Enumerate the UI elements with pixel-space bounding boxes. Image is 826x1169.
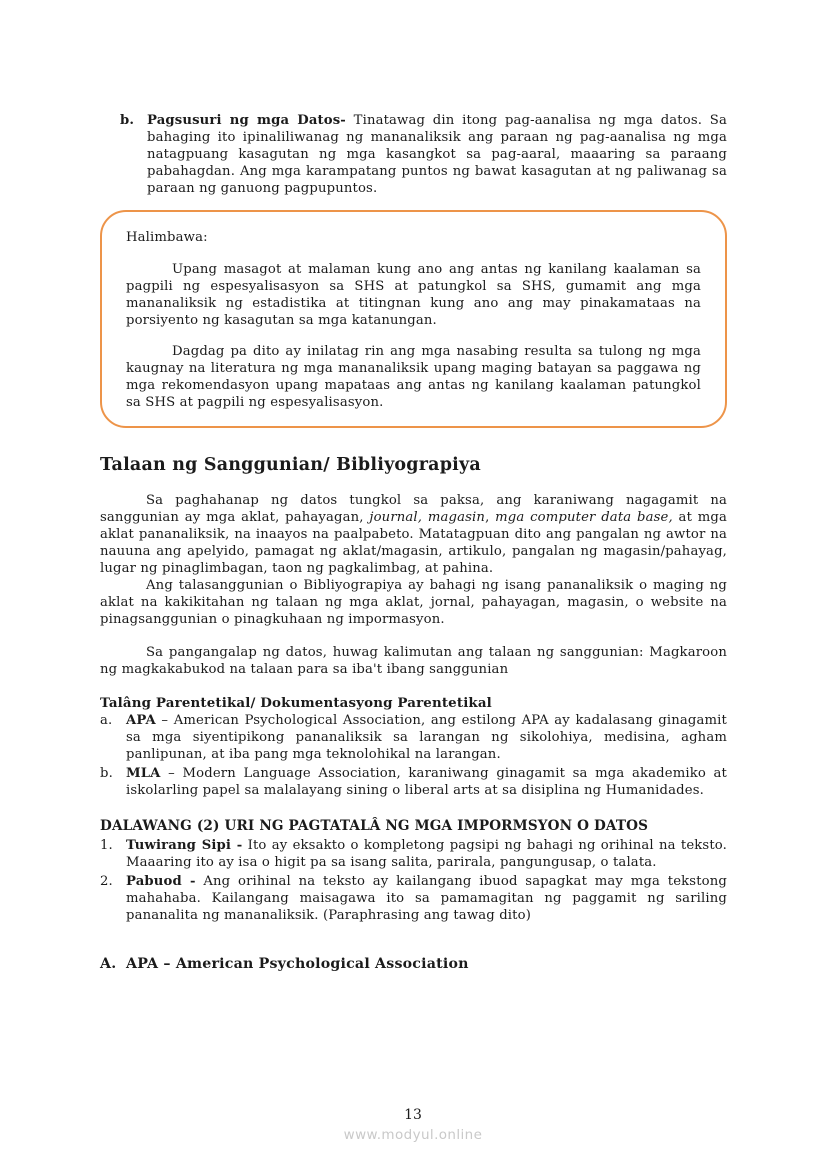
text-run: Sa paghahanap ng datos tungkol sa paksa, ang karaniwang nagagamit na sanggunian ay mga aklat, pahayagan, [100, 493, 727, 525]
section-b-text: Tinatawag din itong pag-aanalisa ng mga datos. Sa bahaging ito ipinaliliwanag ng mananaliksik ang paraan ng pag-aanalisa ng mga natagpuang kasagutan ng mga kasangkot sa pag-aaral, maaaring sa paraang pabahagdan. Ang mga karampatang puntos ng bawat kasagutan at ng paliwanag sa paraan ng ganuong pagpupuntos. [147, 113, 728, 196]
example-box [100, 210, 727, 428]
list-marker-2: 2. [100, 874, 113, 889]
text-mla: – Modern Language Association, karaniwang ginagamit sa mga akademiko at iskolarling papel sa malalayang sining o liberal arts at sa disiplina ng Humanidades. [126, 766, 727, 798]
page-footer [0, 1107, 826, 1143]
list-item-tuwirang-sipi [100, 837, 727, 871]
italic-run-database: mga computer data base, [495, 510, 673, 525]
footer-url: www.modyul.online [343, 1127, 483, 1143]
text-apa: – American Psychological Association, ang estilong APA ay kadalasang ginagamit sa mga siyentipikong pananaliksik sa larangan ng sikolohiya, medisina, agham panlipunan, at iba pang mga teknolohikal na larangan. [126, 713, 727, 762]
heading-apa-text: APA – American Psychological Association [126, 956, 469, 972]
text-tuwirang-sipi: Ito ay eksakto o kompletong pagsipi ng bahagi ng orihinal na teksto. Maaaring ito ay isa o higit pa sa isang salita, parirala, pangungusap, o talata. [126, 838, 728, 870]
list-marker-b: b. [120, 113, 135, 128]
types-list [100, 837, 727, 924]
heading-apa-marker: A. [100, 956, 117, 972]
bibliography-paragraph-1 [100, 492, 727, 577]
text-pabuod: Ang orihinal na teksto ay kailangang ibuod sapagkat may mga tekstong mahahaba. Kailangang maisagawa ito sa pamamagitan ng paggamit ng sariling pananalita ng mananaliksik. (Paraphrasing ang tawag dito) [126, 874, 727, 923]
list-marker-a: a. [100, 713, 113, 728]
page-number: 13 [404, 1107, 422, 1123]
heading-apa-section [100, 955, 727, 973]
italic-run-journal: journal, magasin [369, 510, 486, 525]
list-marker-1: 1. [100, 838, 113, 853]
example-paragraph-2: Dagdag pa dito ay inilatag rin ang mga nasabing resulta sa tulong ng mga kaugnay na literatura ng mga mananaliksik upang maging batayan sa paggawa ng mga rekomendasyon upang mapataas ang antas ng kanilang kaalaman patungkol sa SHS at pagpili ng espesyalisasyon. [126, 344, 701, 410]
heading-parenthetical: Talâng Parentetikal/ Dokumentasyong Parentetikal [100, 695, 492, 711]
bibliography-paragraph-3: Sa pangangalap ng datos, huwag kalimutan ang talaan ng sanggunian: Magkaroon ng magkakabukod na talaan para sa iba't ibang sanggunian [100, 645, 727, 677]
list-item-mla [100, 765, 727, 799]
section-b-title: Pagsusuri ng mga Datos- [147, 113, 346, 128]
list-item-pabuod [100, 873, 727, 924]
term-pabuod: Pabuod - [126, 874, 196, 889]
heading-bibliography: Talaan ng Sanggunian/ Bibliyograpiya [100, 455, 481, 475]
list-item-apa [100, 712, 727, 763]
heading-types: DALAWANG (2) URI NG PAGTATALÂ NG MGA IMPORMSYON O DATOS [100, 818, 649, 834]
term-apa: APA [126, 713, 156, 728]
example-paragraph-1: Upang masagot at malaman kung ano ang antas ng kanilang kaalaman sa pagpili ng espesyalisasyon sa SHS at patungkol sa SHS, gumamit ang mga mananaliksik ng estadistika at titingnan kung ano ang may pinakamataas na porsiyento ng kasagutan sa mga katanungan. [126, 262, 701, 328]
list-marker-b2: b. [100, 766, 113, 781]
term-tuwirang-sipi: Tuwirang Sipi - [126, 838, 243, 853]
text-run: at mga aklat pananaliksik, na inaayos na paalpabeto. Matatagpuan dito ang pangalan ng awtor na nauuna ang apelyido, pamagat ng aklat/magasin, artikulo, pangalan ng magasin/pahayag, lugar ng pinaglimbagan, taon ng pagkalimbag, at pahina. [100, 510, 727, 576]
example-box-title: Halimbawa: [126, 230, 208, 245]
text-run: , [485, 510, 496, 525]
page-content [100, 112, 727, 973]
bibliography-paragraph-2: Ang talasanggunian o Bibliyograpiya ay bahagi ng isang pananaliksik o maging ng aklat na kakikitahan ng talaan ng mga aklat, jornal, pahayagan, magasin, o website na pinagsanggunian o pinagkuhaan ng impormasyon. [100, 578, 727, 627]
term-mla: MLA [126, 766, 161, 781]
section-b-paragraph [120, 112, 727, 197]
